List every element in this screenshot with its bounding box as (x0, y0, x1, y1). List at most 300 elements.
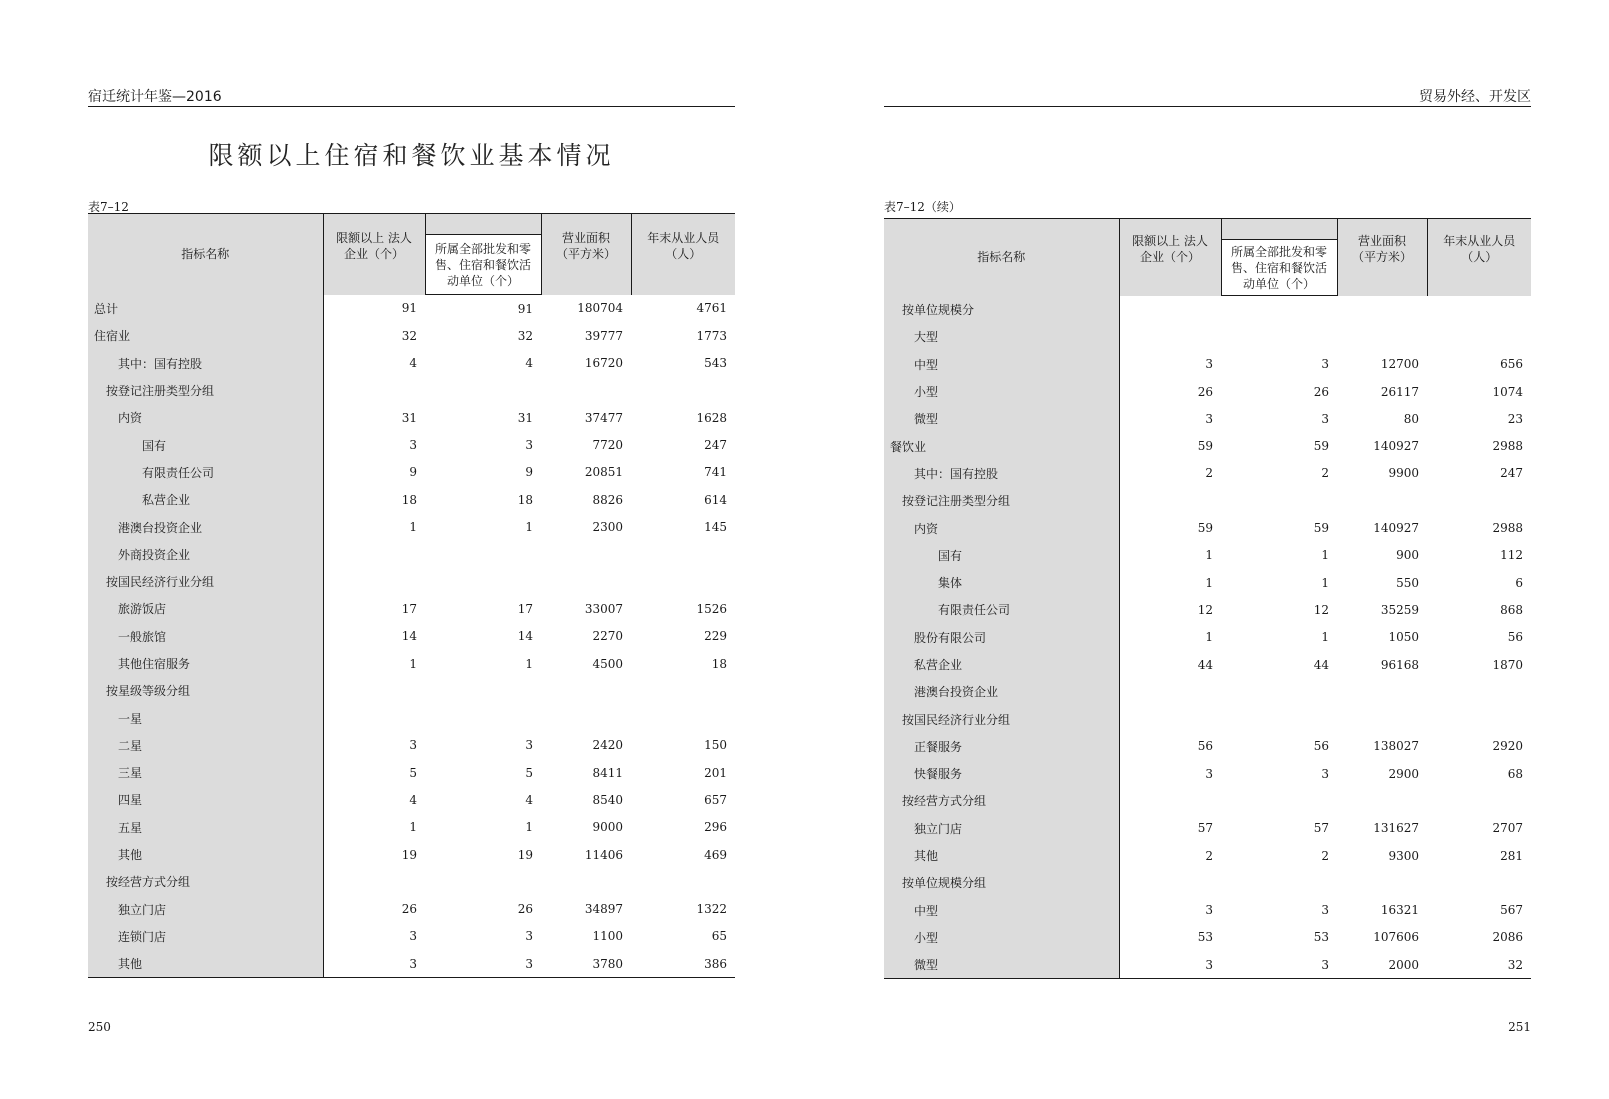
cell-v4: 469 (704, 847, 727, 862)
row-label: 微型 (884, 405, 1119, 432)
table-row (88, 704, 735, 731)
row-label: 其中：国有控股 (88, 350, 323, 377)
cell-v1: 4 (409, 356, 417, 371)
cell-v4: 2988 (1492, 521, 1523, 536)
table-row (88, 814, 735, 841)
cell-v4: 1074 (1492, 384, 1523, 399)
header-sub-gap (1221, 219, 1337, 240)
cell-v2 (1221, 323, 1337, 350)
cell-v1 (323, 541, 425, 568)
row-label: 港澳台投资企业 (884, 678, 1119, 705)
cell-v2: 26 (1313, 384, 1329, 399)
table-label: 表7–12（续） (884, 200, 961, 214)
cell-v3: 20851 (584, 465, 623, 480)
row-label: 五星 (88, 814, 323, 841)
row-label: 按登记注册类型分组 (88, 377, 323, 404)
cell-v3: 131627 (1373, 821, 1419, 836)
cell-v2: 57 (1313, 821, 1329, 836)
cell-v2: 3 (1321, 903, 1329, 918)
cell-v4: 6 (1515, 575, 1523, 590)
row-label: 一般旅馆 (88, 623, 323, 650)
cell-v1: 2 (1205, 466, 1213, 481)
cell-v4: 247 (1500, 466, 1523, 481)
cell-v1: 91 (401, 301, 417, 316)
cell-v2 (425, 377, 541, 404)
cell-v4: 656 (1500, 357, 1523, 372)
cell-v2: 26 (517, 902, 533, 917)
table-row (88, 650, 735, 677)
cell-v1: 1 (1205, 548, 1213, 563)
cell-v2: 1 (1321, 548, 1329, 563)
table-row (884, 815, 1531, 842)
row-label: 有限责任公司 (884, 596, 1119, 623)
cell-v2: 3 (1321, 957, 1329, 972)
header-sub-gap (425, 214, 541, 235)
cell-v4: 1773 (696, 328, 727, 343)
cell-v2 (1221, 705, 1337, 732)
cell-v3: 2900 (1388, 766, 1419, 781)
cell-v2: 2 (1321, 466, 1329, 481)
cell-v1 (323, 704, 425, 731)
table-row (88, 732, 735, 759)
cell-v2 (425, 677, 541, 704)
table-row (884, 405, 1531, 432)
cell-v2: 1 (525, 656, 533, 671)
cell-v4 (1427, 487, 1531, 514)
row-label: 有限责任公司 (88, 459, 323, 486)
table-row (88, 431, 735, 458)
cell-v3: 138027 (1373, 739, 1419, 754)
cell-v1: 3 (1205, 766, 1213, 781)
cell-v3 (541, 704, 631, 731)
row-label: 一星 (88, 704, 323, 731)
cell-v4 (631, 677, 735, 704)
cell-v3: 180704 (577, 301, 623, 316)
cell-v2 (425, 568, 541, 595)
cell-v4: 657 (704, 792, 727, 807)
table-row (884, 842, 1531, 869)
table-row (88, 404, 735, 431)
cell-v1 (1119, 787, 1221, 814)
cell-v3 (1337, 487, 1427, 514)
cell-v3: 37477 (584, 410, 623, 425)
cell-v2: 3 (1321, 411, 1329, 426)
cell-v4 (631, 541, 735, 568)
table-row (884, 569, 1531, 596)
cell-v1: 44 (1197, 657, 1213, 672)
cell-v3: 2270 (592, 629, 623, 644)
cell-v3 (1337, 296, 1427, 324)
table-row (884, 460, 1531, 487)
cell-v2: 3 (525, 738, 533, 753)
cell-v2: 5 (525, 765, 533, 780)
cell-v3: 12700 (1380, 357, 1419, 372)
cell-v3: 26117 (1380, 384, 1419, 399)
cell-v4: 741 (704, 465, 727, 480)
cell-v3: 8411 (592, 765, 623, 780)
cell-v3: 140927 (1373, 521, 1419, 536)
cell-v4: 112 (1500, 548, 1523, 563)
cell-v2: 12 (1313, 602, 1329, 617)
table-row (884, 705, 1531, 732)
table-row (884, 787, 1531, 814)
row-label: 餐饮业 (884, 432, 1119, 459)
header-staff: 年末从业人员 （人） (631, 214, 735, 295)
row-label: 集体 (884, 569, 1119, 596)
cell-v2: 53 (1313, 930, 1329, 945)
cell-v3 (1337, 678, 1427, 705)
row-label: 中型 (884, 351, 1119, 378)
cell-v1 (1119, 323, 1221, 350)
cell-v2: 18 (517, 492, 533, 507)
cell-v3: 16720 (584, 356, 623, 371)
cell-v1: 17 (401, 601, 417, 616)
table-row (884, 733, 1531, 760)
page-number: 251 (1508, 1020, 1531, 1034)
cell-v4: 23 (1507, 411, 1523, 426)
cell-v3: 35259 (1380, 602, 1419, 617)
row-label: 四星 (88, 786, 323, 813)
cell-v3: 550 (1396, 575, 1419, 590)
row-label: 按单位规模分组 (884, 869, 1119, 896)
table-row (884, 351, 1531, 378)
row-label: 私营企业 (88, 486, 323, 513)
cell-v1 (323, 377, 425, 404)
cell-v4: 201 (704, 765, 727, 780)
cell-v4: 65 (711, 929, 727, 944)
cell-v1: 3 (409, 738, 417, 753)
cell-v4: 2920 (1492, 739, 1523, 754)
cell-v4 (1427, 323, 1531, 350)
table-row (884, 487, 1531, 514)
cell-v3 (1337, 705, 1427, 732)
cell-v3 (1337, 869, 1427, 896)
cell-v3: 8826 (592, 492, 623, 507)
cell-v4: 1628 (696, 410, 727, 425)
cell-v2 (1221, 869, 1337, 896)
cell-v4: 68 (1507, 766, 1523, 781)
cell-v1 (323, 868, 425, 895)
row-label: 国有 (88, 431, 323, 458)
cell-v1 (1119, 296, 1221, 324)
table-row (88, 459, 735, 486)
header-name: 指标名称 (884, 219, 1119, 296)
table-row (884, 624, 1531, 651)
cell-v1: 5 (409, 765, 417, 780)
table-row (884, 596, 1531, 623)
table-row (884, 924, 1531, 951)
cell-v1: 53 (1197, 930, 1213, 945)
cell-v3 (1337, 323, 1427, 350)
row-label: 外商投资企业 (88, 541, 323, 568)
row-label: 其他住宿服务 (88, 650, 323, 677)
cell-v2 (425, 704, 541, 731)
right-page (884, 0, 1531, 1099)
cell-v4 (631, 568, 735, 595)
cell-v3 (1337, 787, 1427, 814)
cell-v1: 3 (409, 956, 417, 971)
table-row (884, 323, 1531, 350)
cell-v3: 900 (1396, 548, 1419, 563)
cell-v1 (1119, 869, 1221, 896)
cell-v2: 1 (525, 820, 533, 835)
cell-v4 (1427, 705, 1531, 732)
cell-v1: 3 (1205, 957, 1213, 972)
table-row (884, 678, 1531, 705)
cell-v2: 3 (1321, 766, 1329, 781)
table-row (884, 951, 1531, 979)
cell-v4: 145 (704, 520, 727, 535)
header-name: 指标名称 (88, 214, 323, 295)
table-row (88, 541, 735, 568)
cell-v2: 2 (1321, 848, 1329, 863)
table-row (88, 568, 735, 595)
row-label: 按登记注册类型分组 (884, 487, 1119, 514)
cell-v1: 4 (409, 792, 417, 807)
table-row (88, 841, 735, 868)
header-area: 营业面积 （平方米） (541, 214, 631, 295)
row-label: 按经营方式分组 (884, 787, 1119, 814)
cell-v2: 91 (517, 301, 533, 316)
cell-v3: 80 (1403, 411, 1419, 426)
cell-v3: 9300 (1388, 848, 1419, 863)
cell-v1: 3 (1205, 411, 1213, 426)
header-sub-units: 所属全部批发和零 售、住宿和餐饮活 动单位（个） (425, 235, 541, 295)
cell-v4: 868 (1500, 602, 1523, 617)
row-label: 小型 (884, 924, 1119, 951)
row-label: 按国民经济行业分组 (88, 568, 323, 595)
row-label: 按星级等级分组 (88, 677, 323, 704)
cell-v3: 2300 (592, 520, 623, 535)
table-row (88, 350, 735, 377)
table-row (88, 513, 735, 540)
cell-v1 (323, 568, 425, 595)
cell-v3: 33007 (584, 601, 623, 616)
row-label: 快餐服务 (884, 760, 1119, 787)
cell-v1: 9 (409, 465, 417, 480)
row-label: 股份有限公司 (884, 624, 1119, 651)
table-row (88, 623, 735, 650)
cell-v1: 31 (401, 410, 417, 425)
cell-v4: 614 (704, 492, 727, 507)
table-row (884, 432, 1531, 459)
cell-v1: 3 (409, 438, 417, 453)
running-head: 宿迁统计年鉴—2016 (88, 84, 735, 107)
cell-v4: 1526 (696, 601, 727, 616)
cell-v2: 1 (1321, 630, 1329, 645)
cell-v4 (1427, 678, 1531, 705)
cell-v3: 1050 (1388, 630, 1419, 645)
cell-v2: 1 (525, 520, 533, 535)
table-row (88, 950, 735, 978)
cell-v1 (1119, 487, 1221, 514)
row-label: 大型 (884, 323, 1119, 350)
row-label: 港澳台投资企业 (88, 513, 323, 540)
cell-v2: 19 (517, 847, 533, 862)
cell-v1: 18 (401, 492, 417, 507)
table-row (88, 868, 735, 895)
cell-v3 (541, 677, 631, 704)
header-area: 营业面积 （平方米） (1337, 219, 1427, 296)
stats-table (884, 218, 1531, 979)
page-number: 250 (88, 1020, 111, 1034)
row-label: 正餐服务 (884, 733, 1119, 760)
row-label: 内资 (88, 404, 323, 431)
cell-v4 (631, 704, 735, 731)
row-label: 其他 (88, 841, 323, 868)
row-label: 国有 (884, 542, 1119, 569)
cell-v4: 2707 (1492, 821, 1523, 836)
row-label: 其他 (884, 842, 1119, 869)
cell-v4: 150 (704, 738, 727, 753)
table-row (88, 896, 735, 923)
page-title: 限额以上住宿和餐饮业基本情况 (208, 141, 615, 170)
table-label: 表7–12 (88, 200, 129, 214)
row-label: 内资 (884, 514, 1119, 541)
table-row (88, 322, 735, 349)
cell-v4: 18 (711, 656, 727, 671)
cell-v1: 12 (1197, 602, 1213, 617)
cell-v1: 1 (1205, 630, 1213, 645)
cell-v2: 31 (517, 410, 533, 425)
row-label: 按经营方式分组 (88, 868, 323, 895)
table-row (88, 486, 735, 513)
table-row (884, 542, 1531, 569)
cell-v1: 59 (1197, 439, 1213, 454)
row-label: 总计 (88, 295, 323, 323)
table-row (884, 869, 1531, 896)
cell-v3: 107606 (1373, 930, 1419, 945)
cell-v4: 2086 (1492, 930, 1523, 945)
cell-v3: 1100 (592, 929, 623, 944)
cell-v4: 296 (704, 820, 727, 835)
cell-v4 (1427, 787, 1531, 814)
table-row (88, 923, 735, 950)
cell-v1: 56 (1197, 739, 1213, 754)
cell-v1 (323, 677, 425, 704)
cell-v3: 8540 (592, 792, 623, 807)
cell-v4: 386 (704, 956, 727, 971)
row-label: 二星 (88, 732, 323, 759)
row-label: 其他 (88, 950, 323, 978)
cell-v4 (631, 868, 735, 895)
left-page (88, 0, 735, 1099)
cell-v2 (1221, 296, 1337, 324)
stats-table (88, 213, 735, 978)
cell-v3: 96168 (1380, 657, 1419, 672)
cell-v1: 14 (401, 629, 417, 644)
cell-v2: 3 (525, 956, 533, 971)
cell-v1 (1119, 705, 1221, 732)
header-legal-entity: 限额以上 法人 企业（个） (323, 214, 425, 295)
table-row (88, 677, 735, 704)
table-row (884, 760, 1531, 787)
cell-v1: 19 (401, 847, 417, 862)
cell-v4: 1870 (1492, 657, 1523, 672)
cell-v2: 4 (525, 792, 533, 807)
cell-v4: 56 (1507, 630, 1523, 645)
cell-v4: 2988 (1492, 439, 1523, 454)
cell-v1: 3 (1205, 357, 1213, 372)
cell-v3: 16321 (1380, 903, 1419, 918)
cell-v4: 567 (1500, 903, 1523, 918)
cell-v3: 34897 (584, 902, 623, 917)
row-label: 按单位规模分 (884, 296, 1119, 324)
cell-v1: 32 (401, 328, 417, 343)
cell-v2 (1221, 678, 1337, 705)
cell-v4: 32 (1507, 957, 1523, 972)
cell-v3: 7720 (592, 438, 623, 453)
table-row (884, 897, 1531, 924)
row-label: 连锁门店 (88, 923, 323, 950)
cell-v4 (1427, 869, 1531, 896)
cell-v2: 4 (525, 356, 533, 371)
cell-v1: 1 (409, 820, 417, 835)
cell-v2: 9 (525, 465, 533, 480)
cell-v2: 59 (1313, 521, 1329, 536)
cell-v1: 2 (1205, 848, 1213, 863)
row-label: 旅游饭店 (88, 595, 323, 622)
cell-v2 (1221, 487, 1337, 514)
cell-v2: 3 (1321, 357, 1329, 372)
cell-v3: 140927 (1373, 439, 1419, 454)
row-label: 微型 (884, 951, 1119, 979)
row-label: 私营企业 (884, 651, 1119, 678)
row-label: 中型 (884, 897, 1119, 924)
row-label: 独立门店 (88, 896, 323, 923)
cell-v2: 44 (1313, 657, 1329, 672)
table-row (884, 378, 1531, 405)
cell-v1: 57 (1197, 821, 1213, 836)
cell-v4 (631, 377, 735, 404)
row-label: 三星 (88, 759, 323, 786)
cell-v3 (541, 868, 631, 895)
row-label: 独立门店 (884, 815, 1119, 842)
cell-v2: 3 (525, 438, 533, 453)
cell-v2: 59 (1313, 439, 1329, 454)
cell-v3: 4500 (592, 656, 623, 671)
cell-v4: 229 (704, 629, 727, 644)
cell-v4: 4761 (696, 301, 727, 316)
table-row (88, 786, 735, 813)
cell-v3: 9900 (1388, 466, 1419, 481)
cell-v2: 3 (525, 929, 533, 944)
cell-v3 (541, 541, 631, 568)
cell-v4: 281 (1500, 848, 1523, 863)
header-staff: 年末从业人员 （人） (1427, 219, 1531, 296)
cell-v2: 56 (1313, 739, 1329, 754)
cell-v2: 14 (517, 629, 533, 644)
row-label: 其中：国有控股 (884, 460, 1119, 487)
table-body (88, 295, 735, 978)
cell-v1: 3 (1205, 903, 1213, 918)
cell-v2: 32 (517, 328, 533, 343)
cell-v2: 17 (517, 601, 533, 616)
cell-v3: 9000 (592, 820, 623, 835)
table-row (884, 651, 1531, 678)
cell-v1: 26 (401, 902, 417, 917)
cell-v1: 3 (409, 929, 417, 944)
running-head: 贸易外经、开发区 (884, 84, 1531, 107)
cell-v1: 1 (1205, 575, 1213, 590)
cell-v2: 1 (1321, 575, 1329, 590)
cell-v3: 2420 (592, 738, 623, 753)
row-label: 住宿业 (88, 322, 323, 349)
cell-v3 (541, 377, 631, 404)
cell-v2 (425, 541, 541, 568)
row-label: 按国民经济行业分组 (884, 705, 1119, 732)
row-label: 小型 (884, 378, 1119, 405)
